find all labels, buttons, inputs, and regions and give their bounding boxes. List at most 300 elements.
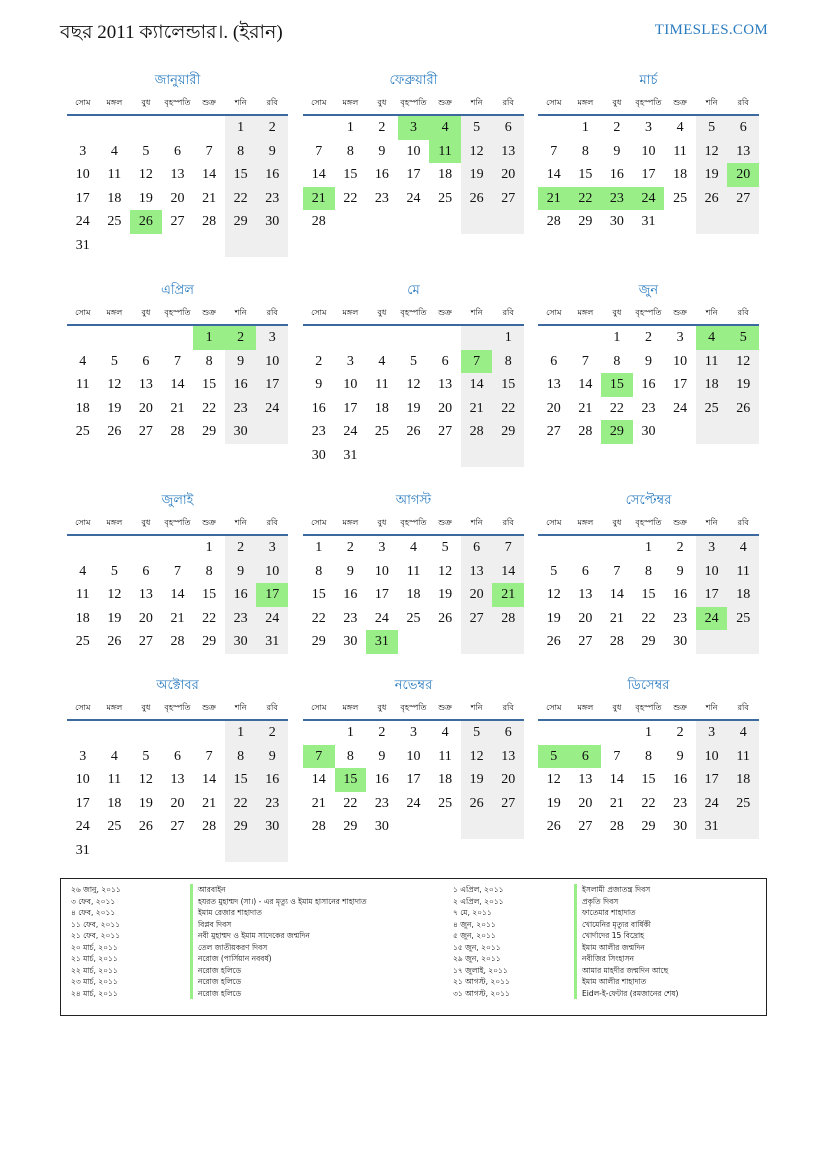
day-cell[interactable]: 4 xyxy=(110,748,118,764)
day-cell[interactable]: 25 xyxy=(673,190,688,206)
day-cell[interactable]: 29 xyxy=(641,819,656,834)
day-cell[interactable]: 1 xyxy=(315,540,323,555)
holiday-day-cell[interactable]: 21 xyxy=(303,187,335,211)
day-cell[interactable]: 10 xyxy=(696,745,728,769)
holiday-day-cell[interactable]: 23 xyxy=(601,187,633,211)
day-cell[interactable]: 9 xyxy=(378,143,386,159)
day-cell[interactable]: 4 xyxy=(409,540,417,555)
day-cell[interactable]: 8 xyxy=(315,563,323,579)
day-cell[interactable]: 6 xyxy=(142,353,150,369)
day-cell[interactable]: 22 xyxy=(311,610,326,626)
day-cell[interactable]: 20 xyxy=(170,190,185,206)
day-cell[interactable]: 17 xyxy=(673,377,688,392)
day-cell[interactable]: 1 xyxy=(225,116,257,140)
day-cell[interactable]: 5 xyxy=(441,540,449,555)
day-cell[interactable]: 9 xyxy=(676,748,684,764)
day-cell[interactable]: 2 xyxy=(676,725,684,740)
day-cell[interactable]: 21 xyxy=(609,795,624,811)
day-cell[interactable]: 3 xyxy=(79,748,87,764)
day-cell[interactable]: 30 xyxy=(225,630,257,654)
day-cell[interactable]: 8 xyxy=(346,143,354,159)
day-cell[interactable]: 17 xyxy=(406,167,421,182)
day-cell[interactable]: 16 xyxy=(225,373,257,397)
day-cell[interactable]: 25 xyxy=(107,819,122,834)
day-cell[interactable]: 24 xyxy=(673,400,688,416)
day-cell[interactable]: 22 xyxy=(641,610,656,626)
day-cell[interactable]: 11 xyxy=(375,377,389,392)
day-cell[interactable]: 14 xyxy=(609,772,624,787)
holiday-day-cell[interactable]: 4 xyxy=(696,326,728,350)
day-cell[interactable]: 16 xyxy=(256,768,288,792)
day-cell[interactable]: 19 xyxy=(107,610,122,626)
day-cell[interactable]: 27 xyxy=(492,187,524,211)
day-cell[interactable]: 24 xyxy=(406,190,421,206)
brand-link[interactable]: TIMESLES.COM xyxy=(654,22,768,38)
day-cell[interactable]: 12 xyxy=(138,772,153,787)
day-cell[interactable]: 7 xyxy=(173,353,181,369)
day-cell[interactable]: 10 xyxy=(256,350,288,374)
holiday-day-cell[interactable]: 6 xyxy=(570,745,602,769)
day-cell[interactable]: 23 xyxy=(256,187,288,211)
day-cell[interactable]: 26 xyxy=(107,634,122,649)
day-cell[interactable]: 18 xyxy=(107,795,122,811)
day-cell[interactable]: 3 xyxy=(79,143,87,159)
holiday-day-cell[interactable]: 20 xyxy=(727,163,759,187)
day-cell[interactable]: 17 xyxy=(406,772,421,787)
holiday-day-cell[interactable]: 2 xyxy=(225,326,257,350)
day-cell[interactable]: 1 xyxy=(644,540,652,555)
day-cell[interactable]: 6 xyxy=(173,748,181,764)
day-cell[interactable]: 25 xyxy=(696,397,728,421)
day-cell[interactable]: 24 xyxy=(256,397,288,421)
day-cell[interactable]: 14 xyxy=(578,377,593,392)
day-cell[interactable]: 6 xyxy=(727,116,759,140)
day-cell[interactable]: 29 xyxy=(641,634,656,649)
day-cell[interactable]: 15 xyxy=(311,587,326,602)
day-cell[interactable]: 4 xyxy=(727,536,759,560)
day-cell[interactable]: 25 xyxy=(75,424,90,439)
day-cell[interactable]: 9 xyxy=(315,377,323,392)
day-cell[interactable]: 5 xyxy=(409,353,417,369)
day-cell[interactable]: 25 xyxy=(438,190,453,206)
day-cell[interactable]: 8 xyxy=(346,748,354,764)
day-cell[interactable]: 30 xyxy=(256,815,288,839)
day-cell[interactable]: 28 xyxy=(202,819,217,834)
day-cell[interactable]: 29 xyxy=(225,210,257,234)
holiday-day-cell[interactable]: 11 xyxy=(429,140,461,164)
day-cell[interactable]: 4 xyxy=(79,563,87,579)
day-cell[interactable]: 27 xyxy=(170,214,185,229)
day-cell[interactable]: 5 xyxy=(696,116,728,140)
holiday-day-cell[interactable]: 7 xyxy=(303,745,335,769)
day-cell[interactable]: 26 xyxy=(461,792,493,816)
day-cell[interactable]: 15 xyxy=(225,163,257,187)
day-cell[interactable]: 2 xyxy=(613,120,621,135)
day-cell[interactable]: 13 xyxy=(170,772,185,787)
day-cell[interactable]: 25 xyxy=(727,792,759,816)
day-cell[interactable]: 13 xyxy=(461,560,493,584)
day-cell[interactable]: 30 xyxy=(673,634,688,649)
day-cell[interactable]: 31 xyxy=(343,447,358,463)
day-cell[interactable]: 9 xyxy=(256,745,288,769)
day-cell[interactable]: 2 xyxy=(676,540,684,555)
day-cell[interactable]: 16 xyxy=(374,772,389,787)
day-cell[interactable]: 17 xyxy=(75,795,90,811)
day-cell[interactable]: 27 xyxy=(578,634,593,649)
day-cell[interactable]: 26 xyxy=(107,424,122,439)
day-cell[interactable]: 13 xyxy=(578,772,593,787)
day-cell[interactable]: 7 xyxy=(550,143,558,159)
day-cell[interactable]: 24 xyxy=(343,424,358,439)
holiday-day-cell[interactable]: 21 xyxy=(492,583,524,607)
day-cell[interactable]: 14 xyxy=(170,587,185,602)
day-cell[interactable]: 28 xyxy=(461,420,493,444)
holiday-day-cell[interactable]: 7 xyxy=(461,350,493,374)
day-cell[interactable]: 27 xyxy=(138,634,153,649)
day-cell[interactable]: 8 xyxy=(613,353,621,369)
day-cell[interactable]: 7 xyxy=(205,143,213,159)
day-cell[interactable]: 8 xyxy=(205,563,213,579)
day-cell[interactable]: 22 xyxy=(343,795,358,811)
day-cell[interactable]: 20 xyxy=(546,400,561,416)
day-cell[interactable]: 23 xyxy=(374,190,389,206)
day-cell[interactable]: 31 xyxy=(696,815,728,839)
day-cell[interactable]: 10 xyxy=(406,748,421,764)
day-cell[interactable]: 28 xyxy=(170,634,185,649)
day-cell[interactable]: 3 xyxy=(409,725,417,740)
day-cell[interactable]: 20 xyxy=(492,163,524,187)
day-cell[interactable]: 16 xyxy=(609,167,624,182)
day-cell[interactable]: 27 xyxy=(461,607,493,631)
day-cell[interactable]: 12 xyxy=(107,377,122,392)
day-cell[interactable]: 13 xyxy=(138,587,153,602)
day-cell[interactable]: 4 xyxy=(441,725,449,740)
day-cell[interactable]: 12 xyxy=(438,563,453,579)
day-cell[interactable]: 2 xyxy=(256,721,288,745)
day-cell[interactable]: 29 xyxy=(311,634,326,649)
day-cell[interactable]: 19 xyxy=(138,795,153,811)
day-cell[interactable]: 25 xyxy=(374,424,389,439)
day-cell[interactable]: 18 xyxy=(75,400,90,416)
day-cell[interactable]: 7 xyxy=(613,563,621,579)
holiday-day-cell[interactable]: 26 xyxy=(130,210,162,234)
day-cell[interactable]: 28 xyxy=(170,424,185,439)
day-cell[interactable]: 20 xyxy=(438,400,453,416)
day-cell[interactable]: 4 xyxy=(378,353,386,369)
day-cell[interactable]: 2 xyxy=(378,725,386,740)
day-cell[interactable]: 20 xyxy=(138,610,153,626)
day-cell[interactable]: 3 xyxy=(696,536,728,560)
day-cell[interactable]: 10 xyxy=(696,560,728,584)
day-cell[interactable]: 18 xyxy=(75,610,90,626)
day-cell[interactable]: 28 xyxy=(202,214,217,229)
day-cell[interactable]: 19 xyxy=(461,163,493,187)
day-cell[interactable]: 11 xyxy=(76,587,90,602)
day-cell[interactable]: 6 xyxy=(173,143,181,159)
day-cell[interactable]: 12 xyxy=(727,350,759,374)
day-cell[interactable]: 17 xyxy=(696,768,728,792)
day-cell[interactable]: 22 xyxy=(225,187,257,211)
day-cell[interactable]: 19 xyxy=(438,587,453,602)
day-cell[interactable]: 3 xyxy=(378,540,386,555)
day-cell[interactable]: 31 xyxy=(641,214,656,229)
day-cell[interactable]: 3 xyxy=(256,536,288,560)
day-cell[interactable]: 6 xyxy=(142,563,150,579)
day-cell[interactable]: 7 xyxy=(581,353,589,369)
day-cell[interactable]: 10 xyxy=(256,560,288,584)
day-cell[interactable]: 15 xyxy=(202,377,217,392)
holiday-day-cell[interactable]: 5 xyxy=(727,326,759,350)
day-cell[interactable]: 23 xyxy=(374,795,389,811)
day-cell[interactable]: 13 xyxy=(438,377,453,392)
day-cell[interactable]: 4 xyxy=(79,353,87,369)
day-cell[interactable]: 1 xyxy=(644,725,652,740)
day-cell[interactable]: 7 xyxy=(492,536,524,560)
day-cell[interactable]: 30 xyxy=(225,420,257,444)
day-cell[interactable]: 8 xyxy=(644,563,652,579)
day-cell[interactable]: 13 xyxy=(546,377,561,392)
day-cell[interactable]: 16 xyxy=(225,583,257,607)
day-cell[interactable]: 14 xyxy=(170,377,185,392)
day-cell[interactable]: 7 xyxy=(173,563,181,579)
day-cell[interactable]: 13 xyxy=(727,140,759,164)
day-cell[interactable]: 5 xyxy=(142,748,150,764)
day-cell[interactable]: 30 xyxy=(641,424,656,439)
day-cell[interactable]: 21 xyxy=(609,610,624,626)
day-cell[interactable]: 30 xyxy=(374,819,389,834)
day-cell[interactable]: 19 xyxy=(546,795,561,811)
day-cell[interactable]: 13 xyxy=(578,587,593,602)
day-cell[interactable]: 27 xyxy=(546,424,561,439)
day-cell[interactable]: 20 xyxy=(578,610,593,626)
day-cell[interactable]: 10 xyxy=(374,563,389,579)
day-cell[interactable]: 9 xyxy=(346,563,354,579)
day-cell[interactable]: 28 xyxy=(546,214,561,229)
day-cell[interactable]: 29 xyxy=(492,420,524,444)
holiday-day-cell[interactable]: 24 xyxy=(633,187,665,211)
day-cell[interactable]: 26 xyxy=(406,424,421,439)
day-cell[interactable]: 24 xyxy=(696,792,728,816)
day-cell[interactable]: 14 xyxy=(546,167,561,182)
day-cell[interactable]: 9 xyxy=(225,350,257,374)
day-cell[interactable]: 12 xyxy=(406,377,421,392)
day-cell[interactable]: 16 xyxy=(256,163,288,187)
day-cell[interactable]: 5 xyxy=(142,143,150,159)
day-cell[interactable]: 9 xyxy=(378,748,386,764)
day-cell[interactable]: 10 xyxy=(673,353,688,369)
day-cell[interactable]: 28 xyxy=(311,214,326,229)
day-cell[interactable]: 21 xyxy=(170,400,185,416)
day-cell[interactable]: 12 xyxy=(696,140,728,164)
day-cell[interactable]: 31 xyxy=(256,630,288,654)
day-cell[interactable]: 22 xyxy=(343,190,358,206)
day-cell[interactable]: 24 xyxy=(256,607,288,631)
day-cell[interactable]: 23 xyxy=(225,607,257,631)
day-cell[interactable]: 15 xyxy=(225,768,257,792)
day-cell[interactable]: 18 xyxy=(673,167,688,182)
day-cell[interactable]: 9 xyxy=(225,560,257,584)
day-cell[interactable]: 13 xyxy=(492,140,524,164)
day-cell[interactable]: 6 xyxy=(492,116,524,140)
day-cell[interactable]: 15 xyxy=(641,587,656,602)
day-cell[interactable]: 5 xyxy=(110,563,118,579)
day-cell[interactable]: 18 xyxy=(696,373,728,397)
day-cell[interactable]: 26 xyxy=(138,819,153,834)
day-cell[interactable]: 5 xyxy=(110,353,118,369)
day-cell[interactable]: 3 xyxy=(696,721,728,745)
day-cell[interactable]: 5 xyxy=(461,721,493,745)
day-cell[interactable]: 6 xyxy=(550,353,558,369)
day-cell[interactable]: 31 xyxy=(75,237,90,253)
day-cell[interactable]: 10 xyxy=(343,377,358,392)
day-cell[interactable]: 27 xyxy=(578,819,593,834)
day-cell[interactable]: 4 xyxy=(676,120,684,135)
day-cell[interactable]: 3 xyxy=(676,330,684,345)
day-cell[interactable]: 20 xyxy=(170,795,185,811)
day-cell[interactable]: 23 xyxy=(225,397,257,421)
day-cell[interactable]: 8 xyxy=(205,353,213,369)
day-cell[interactable]: 1 xyxy=(346,725,354,740)
day-cell[interactable]: 12 xyxy=(546,772,561,787)
day-cell[interactable]: 3 xyxy=(644,120,652,135)
day-cell[interactable]: 17 xyxy=(75,190,90,206)
day-cell[interactable]: 22 xyxy=(202,400,217,416)
day-cell[interactable]: 12 xyxy=(107,587,122,602)
day-cell[interactable]: 18 xyxy=(727,583,759,607)
day-cell[interactable]: 1 xyxy=(492,326,524,350)
day-cell[interactable]: 17 xyxy=(343,400,358,416)
day-cell[interactable]: 10 xyxy=(75,772,90,787)
day-cell[interactable]: 23 xyxy=(673,795,688,811)
day-cell[interactable]: 25 xyxy=(406,610,421,626)
day-cell[interactable]: 14 xyxy=(492,560,524,584)
day-cell[interactable]: 16 xyxy=(673,772,688,787)
day-cell[interactable]: 24 xyxy=(406,795,421,811)
day-cell[interactable]: 15 xyxy=(578,167,593,182)
day-cell[interactable]: 13 xyxy=(138,377,153,392)
day-cell[interactable]: 2 xyxy=(378,120,386,135)
day-cell[interactable]: 30 xyxy=(343,634,358,649)
day-cell[interactable]: 7 xyxy=(205,748,213,764)
day-cell[interactable]: 21 xyxy=(311,795,326,811)
day-cell[interactable]: 14 xyxy=(609,587,624,602)
day-cell[interactable]: 26 xyxy=(546,634,561,649)
day-cell[interactable]: 19 xyxy=(696,163,728,187)
day-cell[interactable]: 13 xyxy=(170,167,185,182)
day-cell[interactable]: 27 xyxy=(727,187,759,211)
day-cell[interactable]: 24 xyxy=(75,819,90,834)
day-cell[interactable]: 27 xyxy=(438,424,453,439)
day-cell[interactable]: 19 xyxy=(406,400,421,416)
day-cell[interactable]: 14 xyxy=(311,167,326,182)
day-cell[interactable]: 12 xyxy=(546,587,561,602)
day-cell[interactable]: 17 xyxy=(641,167,656,182)
day-cell[interactable]: 17 xyxy=(696,583,728,607)
day-cell[interactable]: 27 xyxy=(492,792,524,816)
day-cell[interactable]: 18 xyxy=(406,587,421,602)
day-cell[interactable]: 26 xyxy=(461,187,493,211)
holiday-day-cell[interactable]: 4 xyxy=(429,116,461,140)
day-cell[interactable]: 23 xyxy=(343,610,358,626)
day-cell[interactable]: 10 xyxy=(641,143,656,159)
day-cell[interactable]: 8 xyxy=(225,745,257,769)
day-cell[interactable]: 31 xyxy=(75,842,90,858)
holiday-day-cell[interactable]: 29 xyxy=(601,420,633,444)
day-cell[interactable]: 17 xyxy=(256,373,288,397)
day-cell[interactable]: 6 xyxy=(441,353,449,369)
day-cell[interactable]: 11 xyxy=(696,350,728,374)
holiday-day-cell[interactable]: 21 xyxy=(538,187,570,211)
day-cell[interactable]: 19 xyxy=(107,400,122,416)
day-cell[interactable]: 21 xyxy=(578,400,593,416)
holiday-day-cell[interactable]: 17 xyxy=(256,583,288,607)
day-cell[interactable]: 22 xyxy=(641,795,656,811)
day-cell[interactable]: 16 xyxy=(673,587,688,602)
day-cell[interactable]: 2 xyxy=(225,536,257,560)
day-cell[interactable]: 26 xyxy=(438,610,453,626)
holiday-day-cell[interactable]: 31 xyxy=(366,630,398,654)
day-cell[interactable]: 11 xyxy=(107,167,122,182)
holiday-day-cell[interactable]: 1 xyxy=(193,326,225,350)
holiday-day-cell[interactable]: 3 xyxy=(398,116,430,140)
day-cell[interactable]: 13 xyxy=(492,745,524,769)
day-cell[interactable]: 27 xyxy=(170,819,185,834)
day-cell[interactable]: 26 xyxy=(696,187,728,211)
day-cell[interactable]: 8 xyxy=(581,143,589,159)
day-cell[interactable]: 30 xyxy=(311,447,326,463)
day-cell[interactable]: 22 xyxy=(202,610,217,626)
day-cell[interactable]: 15 xyxy=(641,772,656,787)
day-cell[interactable]: 1 xyxy=(205,540,213,555)
day-cell[interactable]: 14 xyxy=(202,167,217,182)
day-cell[interactable]: 22 xyxy=(225,792,257,816)
day-cell[interactable]: 3 xyxy=(346,353,354,369)
day-cell[interactable]: 21 xyxy=(461,397,493,421)
day-cell[interactable]: 12 xyxy=(138,167,153,182)
day-cell[interactable]: 11 xyxy=(727,560,759,584)
day-cell[interactable]: 23 xyxy=(673,610,688,626)
day-cell[interactable]: 12 xyxy=(461,140,493,164)
day-cell[interactable]: 18 xyxy=(374,400,389,416)
day-cell[interactable]: 1 xyxy=(346,120,354,135)
day-cell[interactable]: 19 xyxy=(727,373,759,397)
day-cell[interactable]: 27 xyxy=(138,424,153,439)
day-cell[interactable]: 29 xyxy=(225,815,257,839)
day-cell[interactable]: 23 xyxy=(311,424,326,439)
day-cell[interactable]: 16 xyxy=(641,377,656,392)
day-cell[interactable]: 16 xyxy=(343,587,358,602)
day-cell[interactable]: 20 xyxy=(138,400,153,416)
day-cell[interactable]: 9 xyxy=(613,143,621,159)
holiday-day-cell[interactable]: 5 xyxy=(538,745,570,769)
day-cell[interactable]: 3 xyxy=(256,326,288,350)
day-cell[interactable]: 10 xyxy=(75,167,90,182)
day-cell[interactable]: 18 xyxy=(438,772,453,787)
day-cell[interactable]: 11 xyxy=(438,748,452,764)
day-cell[interactable]: 6 xyxy=(581,563,589,579)
day-cell[interactable]: 28 xyxy=(492,607,524,631)
day-cell[interactable]: 4 xyxy=(110,143,118,159)
day-cell[interactable]: 2 xyxy=(315,353,323,369)
day-cell[interactable]: 28 xyxy=(311,819,326,834)
day-cell[interactable]: 14 xyxy=(311,772,326,787)
day-cell[interactable]: 9 xyxy=(676,563,684,579)
day-cell[interactable]: 11 xyxy=(406,563,421,579)
day-cell[interactable]: 29 xyxy=(578,214,593,229)
day-cell[interactable]: 29 xyxy=(202,424,217,439)
day-cell[interactable]: 30 xyxy=(673,819,688,834)
day-cell[interactable]: 11 xyxy=(727,745,759,769)
